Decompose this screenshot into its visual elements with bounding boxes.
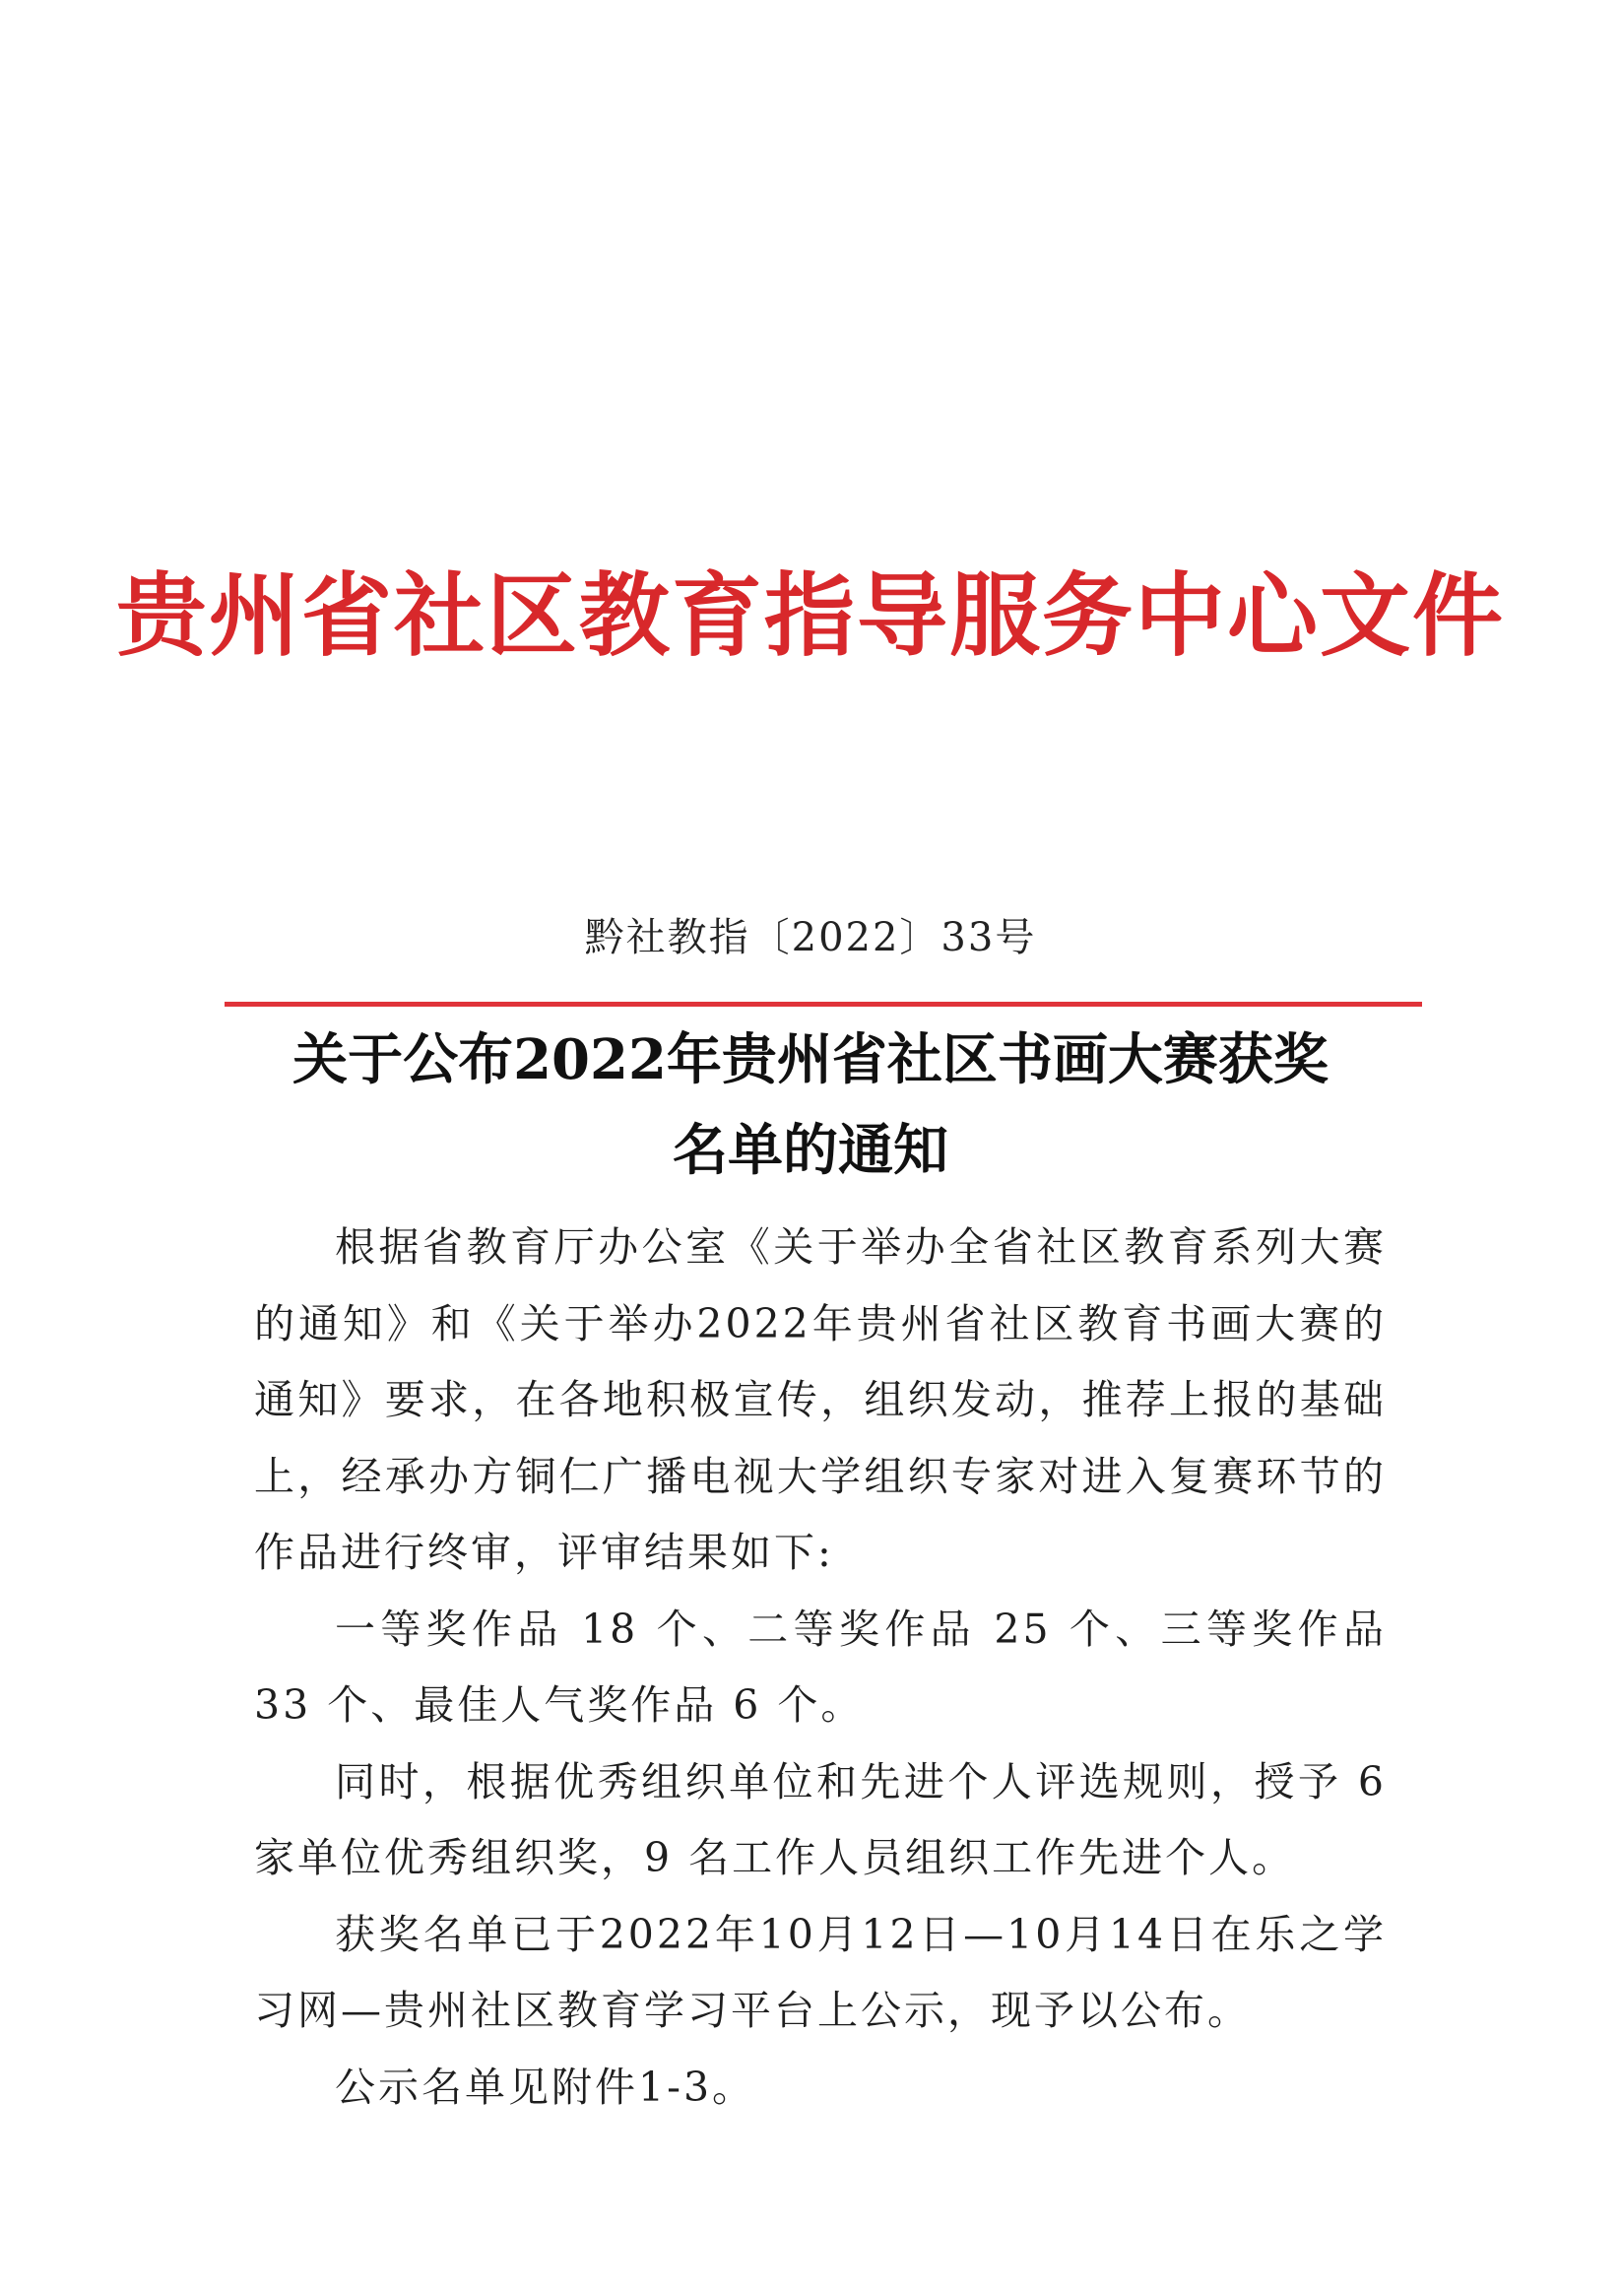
notice-body <box>254 1210 1387 2126</box>
notice-title-line-2: 名单的通知 <box>673 1118 948 1183</box>
issuer-header-title: 贵州省社区教育指导服务中心文件 <box>115 563 1505 669</box>
red-divider-line <box>225 1002 1422 1007</box>
notice-title <box>0 1015 1621 1196</box>
body-paragraph-2: 一等奖作品 18 个、二等奖作品 25 个、三等奖作品 33 个、最佳人气奖作品 6 个。 <box>254 1605 1387 1729</box>
document-number: 黔社教指〔2022〕33号 <box>584 915 1037 960</box>
body-paragraph-4: 获奖名单已于2022年10月12日—10月14日在乐之学习网—贵州社区教育学习平台上公示，现予以公布。 <box>254 1910 1387 2034</box>
body-paragraph-1: 根据省教育厅办公室《关于举办全省社区教育系列大赛的通知》和《关于举办2022年贵州省社区教育书画大赛的通知》要求，在各地积极宣传，组织发动，推荐上报的基础上，经承办方铜仁广播电视大学组织专家对进入复赛环节的作品进行终审，评审结果如下: <box>254 1223 1387 1576</box>
body-paragraph-3: 同时，根据优秀组织单位和先进个人评选规则，授予 6 家单位优秀组织奖，9 名工作人员组织工作先进个人。 <box>254 1757 1387 1881</box>
body-paragraph-5: 公示名单见附件1-3。 <box>335 2063 756 2111</box>
notice-title-line-1: 关于公布2022年贵州省社区书画大赛获奖 <box>292 1027 1329 1092</box>
